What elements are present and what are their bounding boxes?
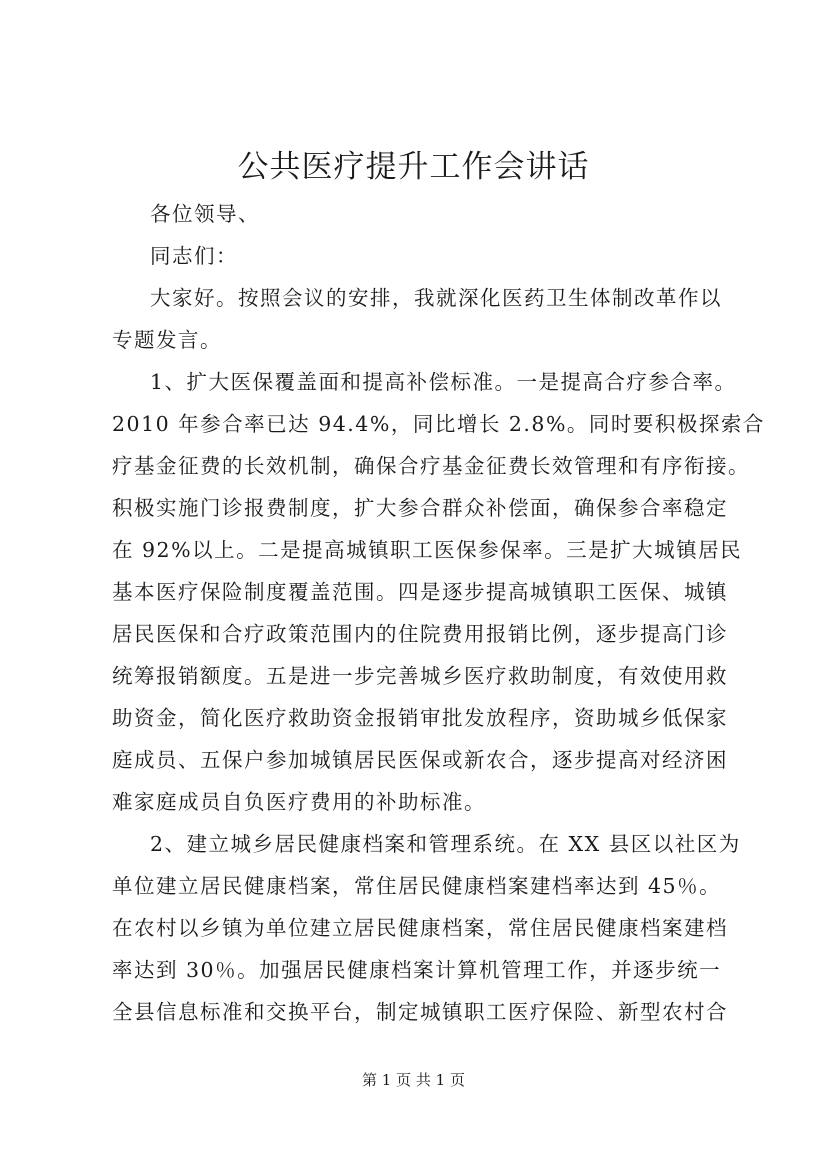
paragraph-line: 难家庭成员自负医疗费用的补助标准。: [112, 790, 486, 814]
paragraph-line: 2、建立城乡居民健康档案和管理系统。在 XX 县区以社区为: [150, 832, 741, 856]
paragraph-line: 全县信息标准和交换平台，制定城镇职工医疗保险、新型农村合: [112, 1000, 728, 1024]
salutation-comrades: 同志们：: [150, 244, 238, 268]
paragraph-line: 单位建立居民健康档案，常住居民健康档案建档率达到 45％。: [112, 874, 722, 898]
paragraph-line: 统筹报销额度。五是进一步完善城乡医疗救助制度，有效使用救: [112, 664, 728, 688]
paragraph-line: 2010 年参合率已达 94.4%，同比增长 2.8%。同时要积极探索合: [112, 412, 765, 436]
page-footer: 第 1 页 共 1 页: [362, 1071, 465, 1089]
paragraph-line: 在 92%以上。二是提高城镇职工医保参保率。三是扩大城镇居民: [112, 538, 743, 562]
paragraph-line: 1、扩大医保覆盖面和提高补偿标准。一是提高合疗参合率。: [150, 370, 737, 394]
paragraph-line: 率达到 30％。加强居民健康档案计算机管理工作，并逐步统一: [112, 958, 722, 982]
paragraph-line: 在农村以乡镇为单位建立居民健康档案，常住居民健康档案建档: [112, 916, 728, 940]
paragraph-line: 疗基金征费的长效机制，确保合疗基金征费长效管理和有序衔接。: [112, 454, 750, 478]
paragraph-line: 大家好。按照会议的安排，我就深化医药卫生体制改革作以: [150, 286, 722, 310]
paragraph-line: 专题发言。: [112, 328, 222, 352]
paragraph-line: 居民医保和合疗政策范围内的住院费用报销比例，逐步提高门诊: [112, 622, 728, 646]
paragraph-line: 积极实施门诊报费制度，扩大参合群众补偿面，确保参合率稳定: [112, 496, 728, 520]
paragraph-line: 基本医疗保险制度覆盖范围。四是逐步提高城镇职工医保、城镇: [112, 580, 728, 604]
document-title: 公共医疗提升工作会讲话: [237, 149, 590, 185]
paragraph-line: 庭成员、五保户参加城镇居民医保或新农合，逐步提高对经济困: [112, 748, 728, 772]
salutation-leaders: 各位领导、: [150, 202, 260, 226]
paragraph-line: 助资金，简化医疗救助资金报销审批发放程序，资助城乡低保家: [112, 706, 728, 730]
